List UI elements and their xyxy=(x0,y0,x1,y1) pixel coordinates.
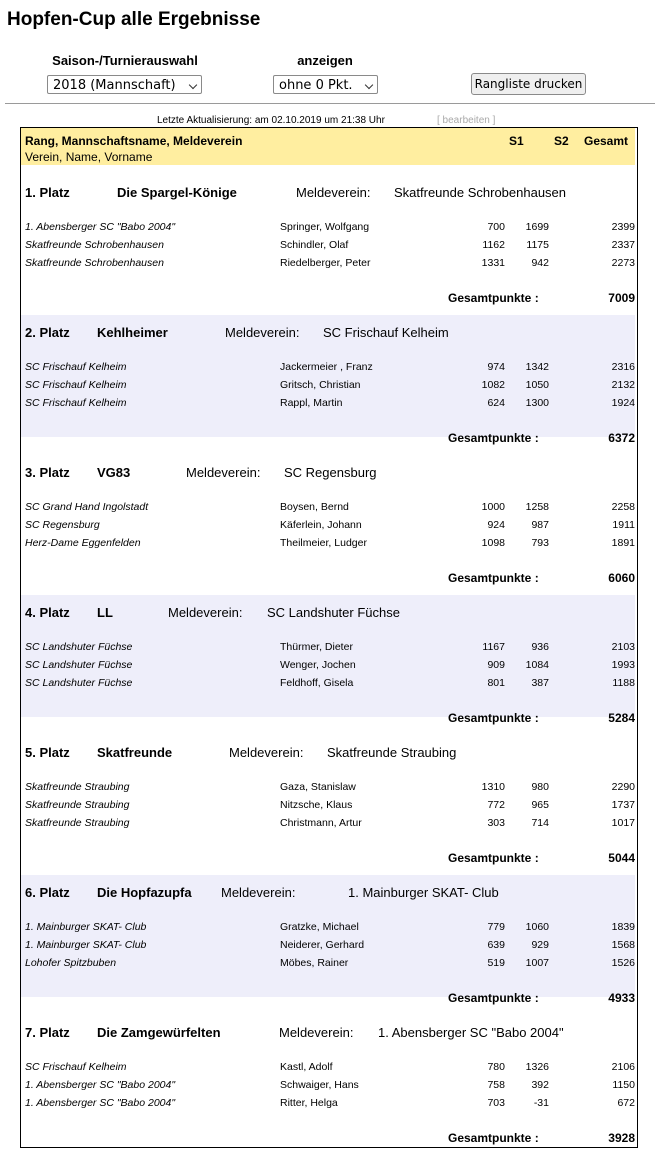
player-s2: 987 xyxy=(531,519,549,531)
player-club: 1. Mainburger SKAT- Club xyxy=(25,939,147,951)
team-club: SC Landshuter Füchse xyxy=(267,605,400,620)
meldeverein-label: Meldeverein: xyxy=(229,745,304,760)
player-name: Boysen, Bernd xyxy=(280,501,349,513)
player-name: Schindler, Olaf xyxy=(280,239,349,251)
player-club: Herz-Dame Eggenfelden xyxy=(25,537,141,549)
team-block xyxy=(21,745,635,865)
player-club: 1. Abensberger SC "Babo 2004" xyxy=(25,221,176,233)
team-total-label: Gesamtpunkte : xyxy=(448,431,539,445)
table-row xyxy=(21,361,635,379)
team-club: 1. Abensberger SC "Babo 2004" xyxy=(378,1025,564,1040)
player-s1: 924 xyxy=(487,519,505,531)
player-club: 1. Abensberger SC "Babo 2004" xyxy=(25,1097,176,1109)
team-block xyxy=(21,1025,635,1145)
table-row xyxy=(21,221,635,239)
team-rank: 1. Platz xyxy=(25,185,70,200)
table-row xyxy=(21,397,635,415)
player-s1: 700 xyxy=(487,221,505,233)
team-club: Skatfreunde Straubing xyxy=(327,745,457,760)
table-row xyxy=(21,641,635,659)
team-club: 1. Mainburger SKAT- Club xyxy=(348,885,499,900)
player-s2: 392 xyxy=(531,1079,549,1091)
chevron-down-icon xyxy=(189,81,197,89)
table-row xyxy=(21,239,635,257)
player-s1: 639 xyxy=(487,939,505,951)
player-total: 1924 xyxy=(611,397,635,409)
player-s2: 1007 xyxy=(525,957,549,969)
player-name: Schwaiger, Hans xyxy=(280,1079,359,1091)
player-s1: 624 xyxy=(487,397,505,409)
player-name: Gratzke, Michael xyxy=(280,921,359,933)
player-total: 1017 xyxy=(611,817,635,829)
player-name: Möbes, Rainer xyxy=(280,957,349,969)
player-total: 2399 xyxy=(611,221,635,233)
team-total-value: 4933 xyxy=(608,991,635,1005)
player-s2: 1050 xyxy=(525,379,549,391)
player-s1: 1162 xyxy=(482,239,505,251)
chevron-down-icon xyxy=(365,81,373,89)
player-total: 2132 xyxy=(611,379,635,391)
team-total-label: Gesamtpunkte : xyxy=(448,711,539,725)
player-club: Skatfreunde Schrobenhausen xyxy=(25,239,164,251)
team-name: LL xyxy=(97,605,113,620)
player-total: 2290 xyxy=(611,781,635,793)
table-row xyxy=(21,957,635,975)
player-club: 1. Abensberger SC "Babo 2004" xyxy=(25,1079,176,1091)
table-row xyxy=(21,817,635,835)
player-s2: 714 xyxy=(531,817,549,829)
player-name: Jackermeier , Franz xyxy=(280,361,373,373)
player-s2: 965 xyxy=(531,799,549,811)
player-club: SC Regensburg xyxy=(25,519,100,531)
table-row xyxy=(21,781,635,799)
team-block xyxy=(21,465,635,585)
team-total-label: Gesamtpunkte : xyxy=(448,851,539,865)
team-club: Skatfreunde Schrobenhausen xyxy=(394,185,567,200)
meldeverein-label: Meldeverein: xyxy=(221,885,296,900)
player-name: Theilmeier, Ludger xyxy=(280,537,367,549)
player-s1: 909 xyxy=(487,659,505,671)
player-s2: 1326 xyxy=(525,1061,549,1073)
player-s2: 1084 xyxy=(525,659,549,671)
player-s2: 387 xyxy=(531,677,549,689)
table-row xyxy=(21,537,635,555)
team-club: SC Frischauf Kelheim xyxy=(323,325,449,340)
player-s1: 1098 xyxy=(481,537,505,549)
team-rank: 4. Platz xyxy=(25,605,70,620)
divider xyxy=(5,103,655,104)
team-total-label: Gesamtpunkte : xyxy=(448,571,539,585)
table-row xyxy=(21,1097,635,1115)
edit-link[interactable]: [ bearbeiten ] xyxy=(437,115,496,126)
header-s2: S2 xyxy=(554,134,569,148)
header-total: Gesamt xyxy=(584,134,629,148)
player-club: SC Frischauf Kelheim xyxy=(25,397,127,409)
player-s2: 1175 xyxy=(526,239,549,251)
team-total-value: 5044 xyxy=(608,851,635,865)
player-s1: 519 xyxy=(487,957,505,969)
player-total: 2273 xyxy=(611,257,635,269)
season-select[interactable] xyxy=(47,75,202,94)
player-s2: 980 xyxy=(531,781,549,793)
player-s1: 1310 xyxy=(481,781,505,793)
team-total-value: 6372 xyxy=(608,431,635,445)
player-name: Springer, Wolfgang xyxy=(280,221,370,233)
table-row xyxy=(21,257,635,275)
table-row xyxy=(21,659,635,677)
team-total-value: 7009 xyxy=(608,291,635,305)
team-name: Kehlheimer xyxy=(97,325,168,340)
team-total-label: Gesamtpunkte : xyxy=(448,291,539,305)
player-club: SC Frischauf Kelheim xyxy=(25,361,127,373)
player-club: SC Landshuter Füchse xyxy=(25,659,133,671)
team-total-value: 6060 xyxy=(608,571,635,585)
player-club: SC Frischauf Kelheim xyxy=(25,1061,127,1073)
team-rank: 5. Platz xyxy=(25,745,70,760)
player-club: Skatfreunde Straubing xyxy=(25,817,130,829)
player-total: 2106 xyxy=(611,1061,635,1073)
team-name: Die Hopfazupfa xyxy=(97,885,192,900)
table-row xyxy=(21,501,635,519)
table-row xyxy=(21,921,635,939)
team-block xyxy=(21,595,635,725)
table-row xyxy=(21,939,635,957)
player-total: 1911 xyxy=(612,519,635,531)
player-s2: 1342 xyxy=(525,361,549,373)
table-header xyxy=(21,128,635,165)
team-name: Die Zamgewürfelten xyxy=(97,1025,221,1040)
player-s2: 793 xyxy=(531,537,549,549)
page-title: Hopfen-Cup alle Ergebnisse xyxy=(7,9,261,30)
player-club: Skatfreunde Straubing xyxy=(25,799,130,811)
player-s1: 780 xyxy=(487,1061,505,1073)
season-label: Saison-/Turnierauswahl xyxy=(52,53,198,68)
player-club: Skatfreunde Straubing xyxy=(25,781,130,793)
header-s1: S1 xyxy=(509,134,524,148)
player-name: Ritter, Helga xyxy=(280,1097,338,1109)
player-total: 1526 xyxy=(611,957,635,969)
player-club: SC Grand Hand Ingolstadt xyxy=(25,501,149,513)
player-total: 2258 xyxy=(611,501,635,513)
player-name: Kastl, Adolf xyxy=(280,1061,333,1073)
team-total-label: Gesamtpunkte : xyxy=(448,1131,539,1145)
table-row xyxy=(21,677,635,695)
player-name: Christmann, Artur xyxy=(280,817,362,829)
player-s2: 936 xyxy=(531,641,549,653)
player-total: 1891 xyxy=(611,537,635,549)
player-club: SC Landshuter Füchse xyxy=(25,677,133,689)
player-total: 1737 xyxy=(611,799,635,811)
player-s1: 703 xyxy=(487,1097,505,1109)
team-block xyxy=(21,185,635,305)
player-s1: 779 xyxy=(487,921,505,933)
team-total-value: 5284 xyxy=(608,711,635,725)
show-select[interactable] xyxy=(273,75,378,94)
player-s2: 1060 xyxy=(525,921,549,933)
player-total: 1993 xyxy=(611,659,635,671)
player-name: Nitzsche, Klaus xyxy=(280,799,353,811)
team-total-label: Gesamtpunkte : xyxy=(448,991,539,1005)
header-club-name: Verein, Name, Vorname xyxy=(25,150,153,164)
team-name: Skatfreunde xyxy=(97,745,173,760)
season-select-value: 2018 (Mannschaft) xyxy=(53,78,176,93)
player-total: 2337 xyxy=(611,239,635,251)
player-s2: -31 xyxy=(533,1097,549,1109)
player-total: 2103 xyxy=(611,641,635,653)
player-s2: 1300 xyxy=(525,397,549,409)
player-s1: 1167 xyxy=(482,641,505,653)
team-block xyxy=(21,315,635,445)
player-club: Skatfreunde Schrobenhausen xyxy=(25,257,164,269)
header-rank-team-club: Rang, Mannschaftsname, Meldeverein xyxy=(25,134,243,148)
table-row xyxy=(21,799,635,817)
table-row xyxy=(21,1061,635,1079)
player-total: 1188 xyxy=(612,677,635,689)
team-rank: 7. Platz xyxy=(25,1025,70,1040)
table-row xyxy=(21,519,635,537)
print-ranking-button[interactable]: Rangliste drucken xyxy=(471,73,586,95)
team-rank: 2. Platz xyxy=(25,325,70,340)
last-update-text: Letzte Aktualisierung: am 02.10.2019 um 21:38 Uhr xyxy=(157,115,385,126)
player-s1: 758 xyxy=(487,1079,505,1091)
team-total-value: 3928 xyxy=(608,1131,635,1145)
player-total: 672 xyxy=(617,1097,635,1109)
player-name: Neiderer, Gerhard xyxy=(280,939,365,951)
team-rank: 6. Platz xyxy=(25,885,70,900)
player-name: Gaza, Stanislaw xyxy=(280,781,356,793)
player-s1: 772 xyxy=(487,799,505,811)
player-total: 2316 xyxy=(611,361,635,373)
meldeverein-label: Meldeverein: xyxy=(186,465,261,480)
player-total: 1839 xyxy=(611,921,635,933)
player-name: Wenger, Jochen xyxy=(280,659,356,671)
table-row xyxy=(21,1079,635,1097)
player-name: Feldhoff, Gisela xyxy=(280,677,354,689)
player-s2: 942 xyxy=(531,257,549,269)
player-s2: 1258 xyxy=(525,501,549,513)
team-block xyxy=(21,875,635,1005)
team-club: SC Regensburg xyxy=(284,465,377,480)
player-s1: 801 xyxy=(487,677,505,689)
player-name: Käferlein, Johann xyxy=(280,519,362,531)
player-s1: 974 xyxy=(487,361,505,373)
table-row xyxy=(21,379,635,397)
player-name: Gritsch, Christian xyxy=(280,379,361,391)
player-s1: 1082 xyxy=(481,379,505,391)
team-name: Die Spargel-Könige xyxy=(117,185,237,200)
player-s2: 929 xyxy=(531,939,549,951)
player-s1: 303 xyxy=(487,817,505,829)
meldeverein-label: Meldeverein: xyxy=(279,1025,354,1040)
player-name: Thürmer, Dieter xyxy=(280,641,353,653)
player-club: SC Frischauf Kelheim xyxy=(25,379,127,391)
show-label: anzeigen xyxy=(297,53,353,68)
player-club: Lohofer Spitzbuben xyxy=(25,957,117,969)
player-total: 1150 xyxy=(612,1079,635,1091)
player-club: SC Landshuter Füchse xyxy=(25,641,133,653)
meldeverein-label: Meldeverein: xyxy=(168,605,243,620)
meldeverein-label: Meldeverein: xyxy=(296,185,371,200)
team-rank: 3. Platz xyxy=(25,465,70,480)
meldeverein-label: Meldeverein: xyxy=(225,325,300,340)
team-name: VG83 xyxy=(97,465,131,480)
player-name: Rappl, Martin xyxy=(280,397,343,409)
player-name: Riedelberger, Peter xyxy=(280,257,371,269)
player-total: 1568 xyxy=(611,939,635,951)
player-club: 1. Mainburger SKAT- Club xyxy=(25,921,147,933)
player-s1: 1331 xyxy=(481,257,505,269)
player-s2: 1699 xyxy=(525,221,549,233)
show-select-value: ohne 0 Pkt. xyxy=(279,78,353,93)
player-s1: 1000 xyxy=(481,501,505,513)
